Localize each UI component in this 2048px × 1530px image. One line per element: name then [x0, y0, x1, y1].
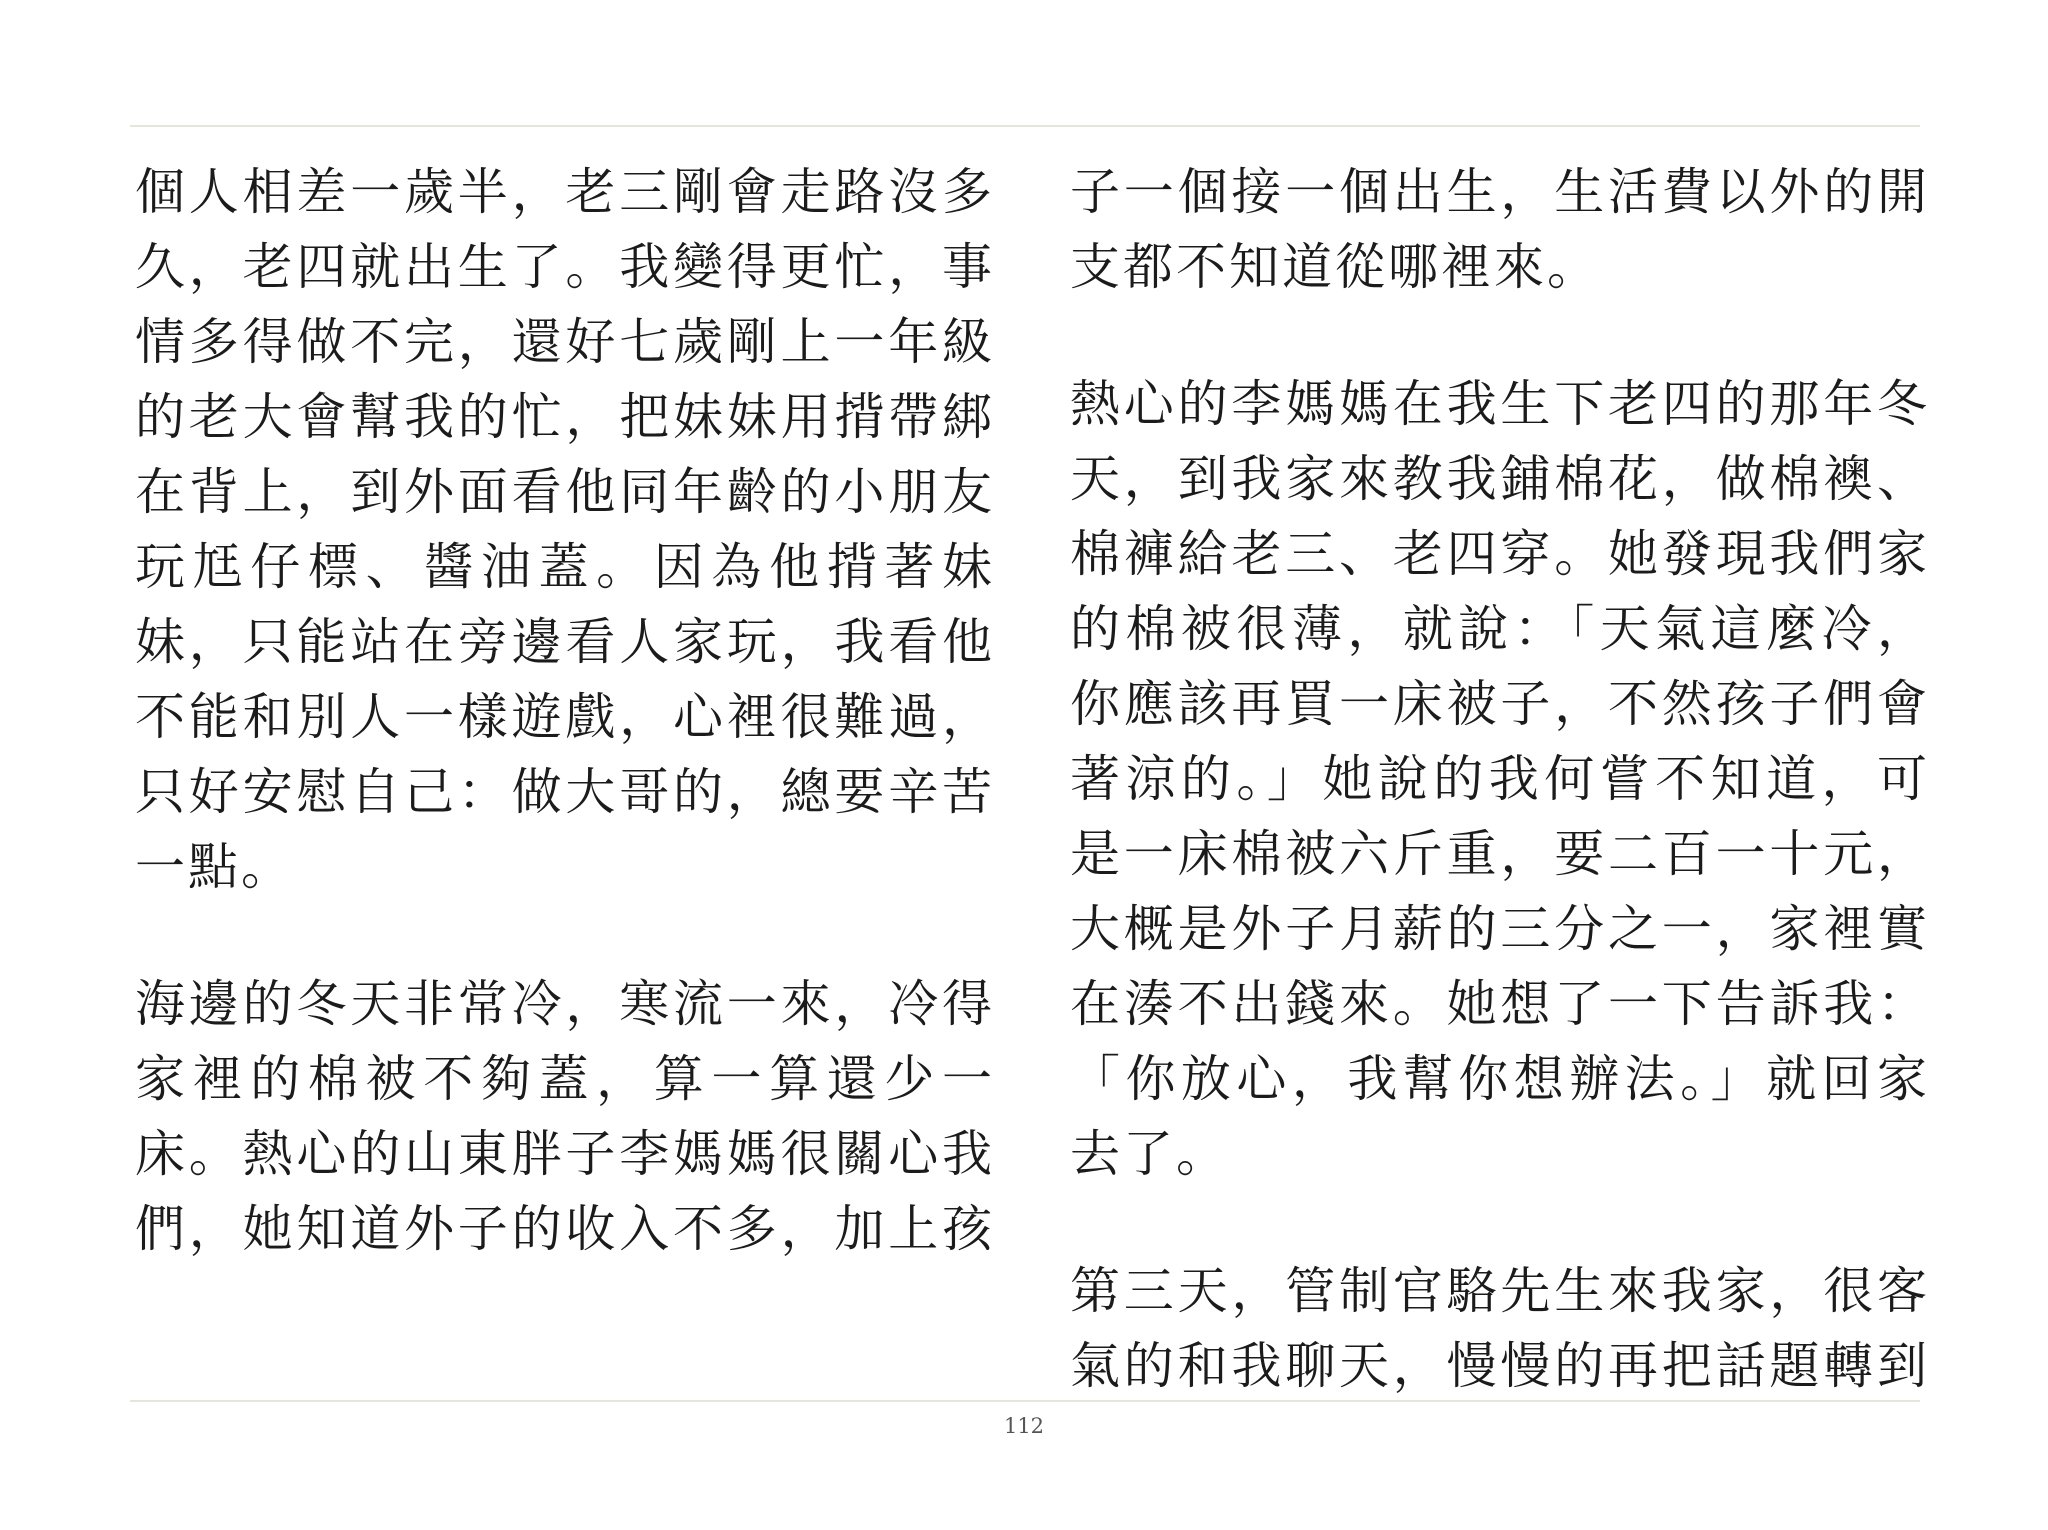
text-line: 家裡的棉被不夠蓋，算一算還少一 [135, 1050, 995, 1108]
text-line: 不能和別人一樣遊戲，心裡很難過， [135, 688, 995, 746]
paragraph [1070, 1254, 1930, 1404]
paragraph [1070, 367, 1930, 1192]
text-line: 子一個接一個出生，生活費以外的開 [1070, 163, 1930, 221]
text-line: 去了。 [1070, 1125, 1229, 1183]
text-line: 大概是外子月薪的三分之一，家裡實 [1070, 900, 1930, 958]
top-rule [130, 125, 1920, 127]
bottom-rule [130, 1400, 1920, 1402]
text-line: 海邊的冬天非常冷，寒流一來，冷得 [135, 975, 995, 1033]
text-line: 是一床棉被六斤重，要二百一十元， [1070, 825, 1930, 883]
text-line: 個人相差一歲半，老三剛會走路沒多 [135, 163, 995, 221]
text-line: 情多得做不完，還好七歲剛上一年級 [135, 313, 995, 371]
text-line: 在湊不出錢來。她想了一下告訴我： [1070, 975, 1930, 1033]
left-column [135, 155, 995, 1329]
text-line: 只好安慰自己：做大哥的，總要辛苦 [135, 763, 995, 821]
text-line: 在背上，到外面看他同年齡的小朋友 [135, 463, 995, 521]
text-line: 氣的和我聊天，慢慢的再把話題轉到 [1070, 1337, 1930, 1395]
right-column [1070, 155, 1930, 1466]
text-line: 你應該再買一床被子，不然孩子們會 [1070, 675, 1930, 733]
text-line: 棉褲給老三、老四穿。她發現我們家 [1070, 525, 1930, 583]
text-line: 支都不知道從哪裡來。 [1070, 238, 1600, 296]
text-line: 的老大會幫我的忙，把妹妹用揹帶綁 [135, 388, 995, 446]
paragraph [135, 967, 995, 1267]
text-line: 久，老四就出生了。我變得更忙，事 [135, 238, 995, 296]
text-line: 們，她知道外子的收入不多，加上孩 [135, 1200, 995, 1258]
text-line: 天，到我家來教我鋪棉花，做棉襖、 [1070, 450, 1930, 508]
text-line: 一點。 [135, 838, 294, 896]
text-line: 玩尪仔標、醬油蓋。因為他揹著妹 [135, 538, 995, 596]
text-line: 床。熱心的山東胖子李媽媽很關心我 [135, 1125, 995, 1183]
paragraph [1070, 155, 1930, 305]
paragraph [135, 155, 995, 905]
text-line: 著涼的。」她說的我何嘗不知道，可 [1070, 750, 1930, 808]
text-line: 妹，只能站在旁邊看人家玩，我看他 [135, 613, 995, 671]
text-line: 「你放心，我幫你想辦法。」就回家 [1070, 1050, 1930, 1108]
text-line: 熱心的李媽媽在我生下老四的那年冬 [1070, 375, 1930, 433]
text-line: 第三天，管制官駱先生來我家，很客 [1070, 1262, 1930, 1320]
page-number: 112 [1003, 1414, 1045, 1438]
text-line: 的棉被很薄，就說：「天氣這麼冷， [1070, 600, 1930, 658]
